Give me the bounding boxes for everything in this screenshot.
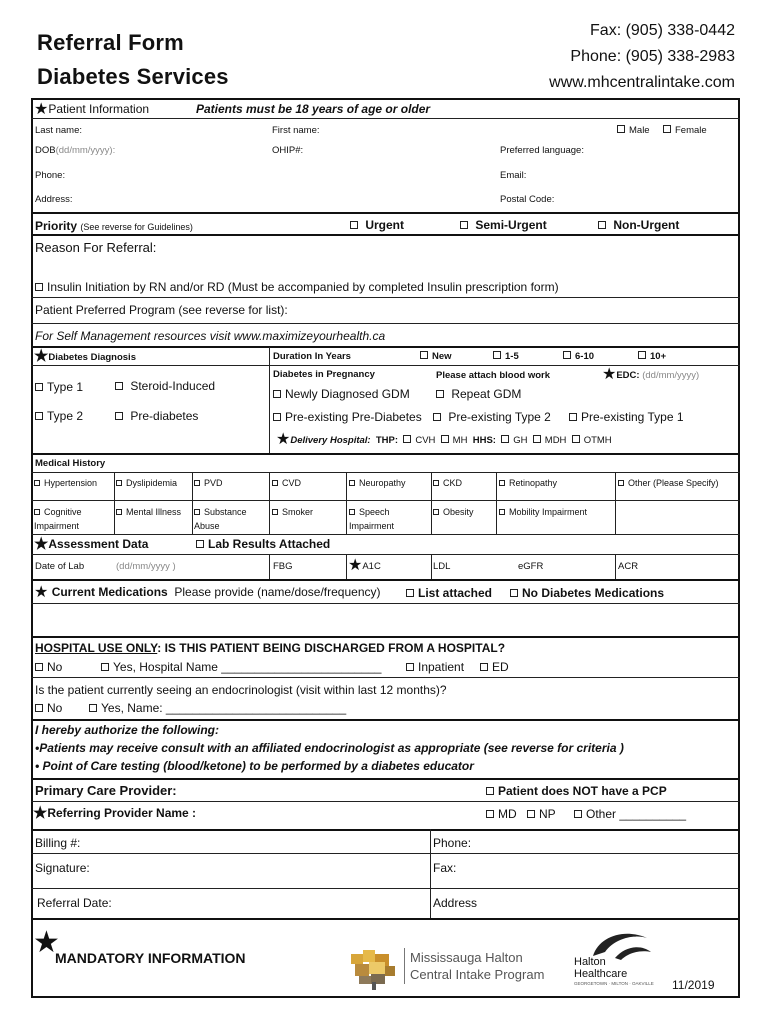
billing-number-label[interactable]: Billing #: — [35, 836, 81, 850]
ldl-field[interactable]: LDL — [433, 561, 451, 572]
priority-label: Priority (See reverse for Guidelines) — [35, 219, 193, 233]
repeat-gdm-option[interactable]: Repeat GDM — [436, 387, 521, 401]
star-icon: ★ — [34, 536, 49, 553]
checkbox-icon[interactable] — [433, 480, 439, 486]
phone-number: Phone: (905) 338-2983 — [570, 48, 735, 65]
checkbox-icon[interactable] — [501, 435, 509, 443]
star-icon: ★ — [34, 348, 49, 365]
fbg-field[interactable]: FBG — [273, 561, 293, 572]
checkbox-icon[interactable] — [196, 540, 204, 548]
checkbox-icon[interactable] — [35, 283, 43, 291]
ckd-option[interactable]: CKD — [433, 477, 462, 490]
pvd-option[interactable]: PVD — [194, 477, 223, 490]
discharge-no-option[interactable]: No — [35, 660, 62, 674]
no-diabetes-medications-option[interactable]: No Diabetes Medications — [510, 586, 664, 600]
discharge-yes-hospital-option[interactable]: Yes, Hospital Name ________________________ — [101, 660, 381, 674]
female-option[interactable]: Female — [663, 125, 707, 136]
a1c-field[interactable]: ★A1C — [348, 557, 381, 574]
halton-line2: Healthcare — [574, 968, 628, 980]
mh-central-intake-line2: Central Intake Program — [410, 967, 545, 982]
type1-option[interactable]: Type 1 — [35, 380, 83, 394]
otmh-option[interactable]: OTMH — [572, 435, 612, 446]
checkbox-icon[interactable] — [499, 480, 505, 486]
assessment-data-heading: ★Assessment Data — [34, 536, 149, 553]
ohip-label[interactable]: OHIP#: — [272, 145, 304, 156]
checkbox-icon[interactable] — [116, 480, 122, 486]
diabetes-diagnosis-heading: ★Diabetes Diagnosis — [34, 348, 136, 365]
date-of-lab-label[interactable]: Date of Lab — [35, 561, 85, 572]
checkbox-icon[interactable] — [480, 663, 488, 671]
list-attached-option[interactable]: List attached — [406, 586, 492, 600]
checkbox-icon[interactable] — [460, 221, 468, 229]
speech-impairment-line2: Impairment — [349, 521, 395, 531]
semi-urgent-option[interactable]: Semi-Urgent — [460, 218, 547, 232]
checkbox-icon[interactable] — [194, 480, 200, 486]
endo-no-option[interactable]: No — [35, 701, 62, 715]
form-revision-date: 11/2019 — [672, 978, 715, 992]
no-pcp-option[interactable]: Patient does NOT have a PCP — [486, 784, 667, 798]
star-icon: ★ — [33, 805, 48, 822]
provider-address-label[interactable]: Address — [433, 896, 478, 910]
male-option[interactable]: Male — [617, 125, 650, 136]
checkbox-icon[interactable] — [618, 480, 624, 486]
pre-existing-type2-option[interactable]: Pre-existing Type 2 — [433, 410, 551, 424]
mobility-impairment-option[interactable]: Mobility Impairment — [499, 506, 587, 519]
obesity-option[interactable]: Obesity — [433, 506, 474, 519]
authorize-heading: I hereby authorize the following: — [35, 723, 220, 737]
medical-history-heading: Medical History — [35, 458, 106, 469]
acr-field[interactable]: ACR — [618, 561, 639, 572]
checkbox-icon[interactable] — [349, 509, 355, 515]
checkbox-icon[interactable] — [510, 589, 518, 597]
checkbox-icon[interactable] — [617, 125, 625, 133]
prediabetes-option[interactable]: Pre-diabetes — [115, 409, 198, 423]
retinopathy-option[interactable]: Retinopathy — [499, 477, 557, 490]
checkbox-icon[interactable] — [101, 663, 109, 671]
checkbox-icon[interactable] — [436, 390, 444, 398]
last-name-label[interactable]: Last name: — [35, 125, 82, 136]
current-medications-heading: ★ Current Medications Please provide (name/dose/frequency) — [34, 584, 381, 601]
mandatory-information-label: MANDATORY INFORMATION — [55, 950, 246, 966]
form-subtitle: Diabetes Services — [37, 64, 229, 89]
checkbox-icon[interactable] — [441, 435, 449, 443]
checkbox-icon[interactable] — [272, 509, 278, 515]
other-specify-option[interactable]: Other (Please Specify) — [618, 477, 719, 490]
mississauga-halton-logo-icon — [345, 944, 403, 992]
checkbox-icon[interactable] — [406, 589, 414, 597]
duration-new-option[interactable]: New — [420, 351, 452, 362]
edc-label[interactable]: ★EDC: (dd/mm/yyyy) — [602, 366, 700, 383]
checkbox-icon[interactable] — [350, 221, 358, 229]
star-icon: ★ — [33, 926, 60, 959]
self-management-note: For Self Management resources visit www.maximizeyourhealth.ca — [35, 329, 386, 343]
gh-option[interactable]: GH — [501, 435, 527, 446]
cognitive-impairment-line2: Impairment — [34, 521, 80, 531]
checkbox-icon[interactable] — [486, 810, 494, 818]
checkbox-icon[interactable] — [493, 351, 501, 359]
checkbox-icon[interactable] — [115, 382, 123, 390]
checkbox-icon[interactable] — [116, 509, 122, 515]
mdh-option[interactable]: MDH — [533, 435, 567, 446]
checkbox-icon[interactable] — [89, 704, 97, 712]
checkbox-icon[interactable] — [273, 390, 281, 398]
dob-label[interactable]: DOB(dd/mm/yyyy): — [35, 145, 116, 156]
np-option[interactable]: NP — [527, 807, 556, 821]
reason-for-referral-label[interactable]: Reason For Referral: — [35, 240, 157, 255]
endo-yes-name-option[interactable]: Yes, Name: ___________________________ — [89, 701, 346, 715]
authorize-endocrinologist: •Patients may receive consult with an affiliated endocrinologist as appropriate (see reverse for criteria ) — [35, 741, 624, 755]
pre-existing-prediabetes-option[interactable]: Pre-existing Pre-Diabetes — [273, 410, 422, 424]
star-icon: ★ — [348, 557, 363, 574]
phone-label[interactable]: Phone: — [35, 170, 66, 181]
checkbox-icon[interactable] — [527, 810, 535, 818]
age-note: Patients must be 18 years of age or older — [196, 102, 431, 116]
website-url: www.mhcentralintake.com — [549, 74, 735, 91]
form-title: Referral Form — [37, 30, 184, 55]
checkbox-icon[interactable] — [115, 412, 123, 420]
fax-number: Fax: (905) 338-0442 — [590, 22, 735, 39]
checkbox-icon[interactable] — [563, 351, 571, 359]
star-icon: ★ — [602, 366, 617, 383]
mh-option[interactable]: MH — [441, 435, 468, 446]
attach-blood-work-note: Please attach blood work — [436, 370, 551, 381]
checkbox-icon[interactable] — [35, 412, 43, 420]
checkbox-icon[interactable] — [638, 351, 646, 359]
substance-abuse-option[interactable]: Substance — [194, 506, 247, 519]
speech-impairment-option[interactable]: Speech — [349, 506, 390, 519]
address-label[interactable]: Address: — [35, 194, 73, 205]
diabetes-in-pregnancy-label: Diabetes in Pregnancy — [273, 369, 375, 380]
authorize-point-of-care: • Point of Care testing (blood/ketone) to be performed by a diabetes educator — [35, 759, 474, 773]
checkbox-icon[interactable] — [663, 125, 671, 133]
steroid-induced-option[interactable]: Steroid-Induced — [115, 379, 215, 393]
duration-1-5-option[interactable]: 1-5 — [493, 351, 519, 362]
checkbox-icon[interactable] — [349, 480, 355, 486]
checkbox-icon[interactable] — [194, 509, 200, 515]
checkbox-icon[interactable] — [35, 704, 43, 712]
checkbox-icon[interactable] — [403, 435, 411, 443]
egfr-field[interactable]: eGFR — [518, 561, 544, 572]
dyslipidemia-option[interactable]: Dyslipidemia — [116, 477, 177, 490]
cvh-option[interactable]: CVH — [403, 435, 435, 446]
checkbox-icon[interactable] — [433, 509, 439, 515]
halton-tagline: GEORGETOWN · MILTON · OAKVILLE — [574, 981, 654, 986]
checkbox-icon[interactable] — [34, 480, 40, 486]
checkbox-icon[interactable] — [574, 810, 582, 818]
star-icon: ★ — [34, 584, 49, 601]
cvd-option[interactable]: CVD — [272, 477, 301, 490]
duration-10plus-option[interactable]: 10+ — [638, 351, 666, 362]
referral-date-label[interactable]: Referral Date: — [37, 896, 112, 910]
provider-phone-label[interactable]: Phone: — [433, 836, 472, 850]
delivery-hospital-row: ★Delivery Hospital: THP: CVH MH HHS: GH MDH OTMH — [276, 431, 612, 448]
checkbox-icon[interactable] — [34, 509, 40, 515]
checkbox-icon[interactable] — [499, 509, 505, 515]
star-icon: ★ — [34, 101, 49, 118]
checkbox-icon[interactable] — [598, 221, 606, 229]
smoker-option[interactable]: Smoker — [272, 506, 313, 519]
signature-label[interactable]: Signature: — [35, 861, 90, 875]
inpatient-option[interactable]: Inpatient — [406, 660, 464, 674]
pre-existing-type1-option[interactable]: Pre-existing Type 1 — [569, 410, 684, 424]
neuropathy-option[interactable]: Neuropathy — [349, 477, 406, 490]
provider-fax-label[interactable]: Fax: — [433, 861, 457, 875]
cognitive-impairment-option[interactable]: Cognitive — [34, 506, 82, 519]
referring-provider-label[interactable]: ★Referring Provider Name : — [33, 805, 197, 822]
star-icon: ★ — [276, 431, 291, 448]
hypertension-option[interactable]: Hypertension — [34, 477, 97, 490]
mental-illness-option[interactable]: Mental Illness — [116, 506, 181, 519]
first-name-label[interactable]: First name: — [272, 125, 320, 136]
preferred-language-label[interactable]: Preferred language: — [500, 145, 584, 156]
substance-abuse-line2: Abuse — [194, 521, 220, 531]
insulin-initiation-option[interactable]: Insulin Initiation by RN and/or RD (Must be accompanied by completed Insulin prescription form) — [35, 280, 559, 294]
preferred-program-label[interactable]: Patient Preferred Program (see reverse for list): — [35, 303, 288, 317]
checkbox-icon[interactable] — [273, 413, 281, 421]
email-label[interactable]: Email: — [500, 170, 527, 181]
halton-line1: Halton — [574, 956, 606, 968]
other-provider-option[interactable]: Other __________ — [574, 807, 686, 821]
date-of-lab-placeholder: (dd/mm/yyyy ) — [116, 561, 176, 572]
postal-code-label[interactable]: Postal Code: — [500, 194, 555, 205]
ed-option[interactable]: ED — [480, 660, 509, 674]
duration-6-10-option[interactable]: 6-10 — [563, 351, 594, 362]
md-option[interactable]: MD — [486, 807, 517, 821]
checkbox-icon[interactable] — [420, 351, 428, 359]
duration-in-years-label: Duration In Years — [273, 351, 351, 362]
lab-results-attached-option[interactable]: Lab Results Attached — [196, 537, 330, 551]
checkbox-icon[interactable] — [35, 663, 43, 671]
hospital-use-heading: HOSPITAL USE ONLY: IS THIS PATIENT BEING DISCHARGED FROM A HOSPITAL? — [35, 641, 506, 655]
endocrinologist-question: Is the patient currently seeing an endocrinologist (visit within last 12 months)? — [35, 683, 447, 697]
checkbox-icon[interactable] — [572, 435, 580, 443]
non-urgent-option[interactable]: Non-Urgent — [598, 218, 679, 232]
checkbox-icon[interactable] — [433, 413, 441, 421]
checkbox-icon[interactable] — [35, 383, 43, 391]
urgent-option[interactable]: Urgent — [350, 218, 404, 232]
checkbox-icon[interactable] — [272, 480, 278, 486]
checkbox-icon[interactable] — [569, 413, 577, 421]
mh-central-intake-line1: Mississauga Halton — [410, 950, 523, 965]
primary-care-provider-label[interactable]: Primary Care Provider: — [35, 783, 177, 798]
type2-option[interactable]: Type 2 — [35, 409, 83, 423]
patient-info-heading: ★Patient Information — [34, 101, 150, 118]
newly-diagnosed-gdm-option[interactable]: Newly Diagnosed GDM — [273, 387, 410, 401]
checkbox-icon[interactable] — [406, 663, 414, 671]
checkbox-icon[interactable] — [533, 435, 541, 443]
checkbox-icon[interactable] — [486, 787, 494, 795]
